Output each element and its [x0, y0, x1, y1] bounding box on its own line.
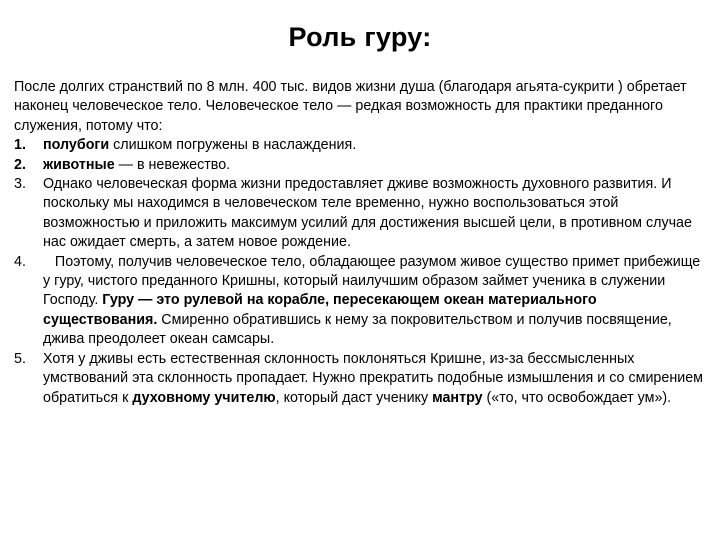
list-item-number: 1. [14, 137, 26, 154]
list-item [14, 136, 704, 155]
list-item-text: Смиренно обратившись к нему за покровительством и получив посвящение, джива преодолеет океан самсары. [43, 311, 672, 348]
list-item-bold: мантру [432, 389, 483, 406]
list-item-text: («то, что освобождает ум»). [482, 389, 672, 406]
intro-paragraph: После долгих странствий по 8 млн. 400 тыс. видов жизни душа (благодаря агьята-сукрити ) обретает наконец человеческое тело. Человеческое тело — редкая возможность для практики преданного служения, потому что: [14, 79, 687, 134]
list-item [14, 350, 704, 408]
list-item [14, 253, 704, 350]
numbered-list [14, 136, 704, 408]
slide-body [14, 78, 704, 408]
list-item-bold: полубоги [43, 137, 110, 154]
slide-title: Роль гуру: [288, 22, 432, 52]
list-item-text: слишком погружены в наслаждения. [109, 137, 357, 154]
list-item-bold: животные [43, 156, 115, 173]
list-item-bold: Гуру — это рулевой на корабле, пересекающем океан материального существования. [43, 292, 597, 328]
list-item-text: Поэтому, получив человеческое тело, обладающее разумом живое существо примет прибежище у гуру, чистого преданного Кришны, который наилучшим образом займет ученика в служении Господу. [43, 253, 705, 309]
list-item-number: 5. [14, 350, 26, 367]
list-item-text: , который даст ученику [275, 389, 433, 406]
list-item-text: — в невежество. [114, 156, 231, 173]
list-item [14, 156, 704, 175]
list-item [14, 175, 704, 253]
list-item-number: 4. [14, 253, 26, 270]
list-item-text: Хотя у дживы есть естественная склонность поклоняться Кришне, из-за бессмысленных умствований эта склонность пропадает. Нужно прекратить подобные измышления и со смирением обратиться к [43, 350, 703, 406]
list-item-number: 2. [14, 156, 26, 173]
list-item-text: Однако человеческая форма жизни предоставляет дживе возможность духовного развития. И поскольку мы находимся в человеческом теле временно, нужно воспользоваться этой возможностью и приложить максимум усилий для достижения высшей цели, в противном случае нас ожидает смерть, а затем новое рождение. [43, 176, 692, 251]
list-item-bold: духовному учителю [132, 389, 276, 406]
list-item-number: 3. [14, 176, 26, 193]
